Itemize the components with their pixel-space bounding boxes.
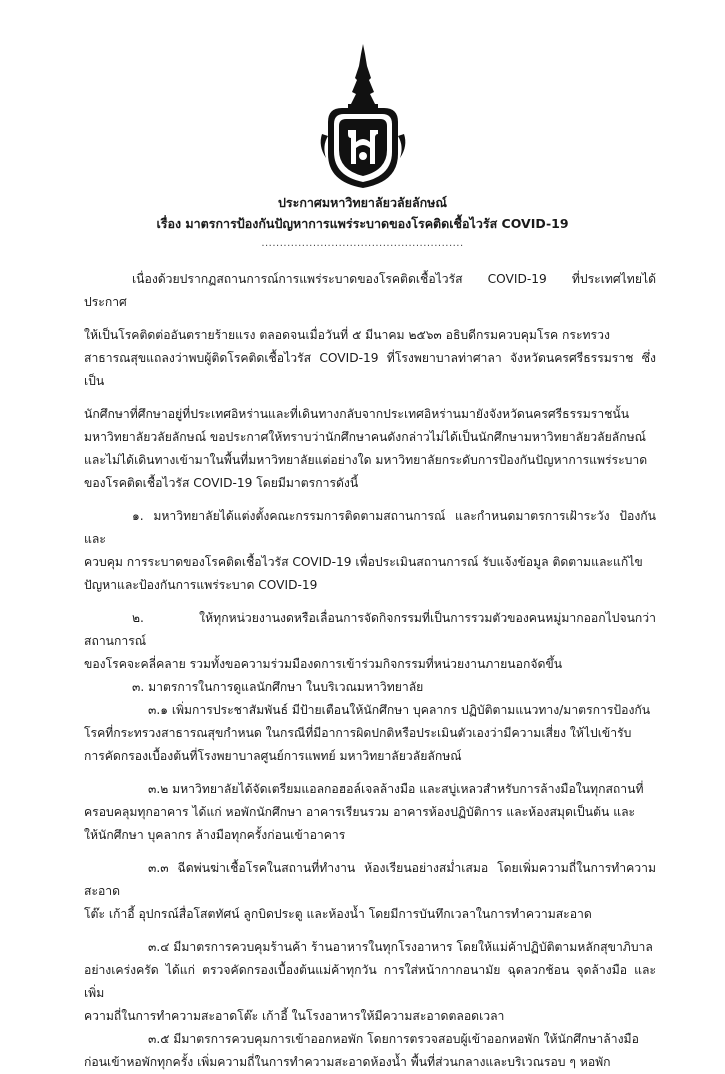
intro-line: ของโรคติดเชื้อไวรัส COVID-19 โดยมีมาตรการดังนี้ <box>84 476 359 490</box>
announcement-title: ประกาศมหาวิทยาลัยวลัยลักษณ์ <box>277 195 448 210</box>
intro-line: ให้เป็นโรคติดต่ออันตรายร้ายแรง ตลอดจนเมื่อวันที่ ๕ มีนาคม ๒๕๖๓ อธิบดีกรมควบคุมโรค กระทรวง <box>84 328 610 342</box>
announcement-body <box>84 268 656 1074</box>
measure-3-2-line: ครอบคลุมทุกอาคาร ได้แก่ หอพักนักศึกษา อาคารเรียนรวม อาคารห้องปฏิบัติการ และห้องสมุดเป็นต้น และ <box>84 805 636 819</box>
measure-2-line: ๒. ให้ทุกหน่วยงานงดหรือเลื่อนการจัดกิจกรรมที่เป็นการรวมตัวของคนหมู่มากออกไปจนกว่าสถานการณ์ <box>84 611 656 648</box>
intro-line: สาธารณสุขแถลงว่าพบผู้ติดโรคติดเชื้อไวรัส COVID-19 ที่โรงพยาบาลท่าศาลา จังหวัดนครศรีธรรมราช ซึ่งเป็น <box>84 351 656 388</box>
measure-1-line: ๑. มหาวิทยาลัยได้แต่งตั้งคณะกรรมการติดตามสถานการณ์ และกำหนดมาตรการเฝ้าระวัง ป้องกัน และ <box>84 509 656 546</box>
measure-3-4-line: ความถี่ในการทำความสะอาดโต๊ะ เก้าอี้ ในโรงอาหารให้มีความสะอาดตลอดเวลา <box>84 1009 505 1023</box>
measure-3-3-line: โต๊ะ เก้าอี้ อุปกรณ์สื่อโสตทัศน์ ลูกบิดประตู และห้องน้ำ โดยมีการบันทึกเวลาในการทำความสะอาด <box>84 907 592 921</box>
measure-3-1-line: การคัดกรองเบื้องต้นที่โรงพยาบาลศูนย์การแพทย์ มหาวิทยาลัยวลัยลักษณ์ <box>84 749 462 763</box>
measure-3-1-line: โรคที่กระทรวงสาธารณสุขกำหนด ในกรณีที่มีอาการผิดปกติหรือประเมินตัวเองว่ามีความเสี่ยง ให้ไปเข้ารับ <box>84 726 632 740</box>
measure-3-heading: ๓. มาตรการในการดูแลนักศึกษา ในบริเวณมหาวิทยาลัย <box>132 680 424 694</box>
measure-1-line: ควบคุม การระบาดของโรคติดเชื้อไวรัส COVID-19 เพื่อประเมินสถานการณ์ รับแจ้งข้อมูล ติดตามและแก้ไข <box>84 555 643 569</box>
measure-3-4-line: อย่างเคร่งครัด ได้แก่ ตรวจคัดกรองเบื้องต้นแม่ค้าทุกวัน การใส่หน้ากากอนามัย ฉุดลวกช้อน จุดล้างมือ และเพิ่ม <box>84 963 656 1000</box>
university-seal-icon <box>318 42 408 190</box>
intro-line: มหาวิทยาลัยวลัยลักษณ์ ขอประกาศให้ทราบว่านักศึกษาคนดังกล่าวไม่ได้เป็นนักศึกษามหาวิทยาลัยวลัยลักษณ์ <box>84 430 646 444</box>
measure-3-5-line: ก่อนเข้าหอพักทุกครั้ง เพิ่มความถี่ในการทำความสะอาดห้องน้ำ พื้นที่ส่วนกลางและบริเวณรอบ ๆ หอพัก <box>84 1055 611 1069</box>
measure-3-1-line: ๓.๑ เพิ่มการประชาสัมพันธ์ มีป้ายเตือนให้นักศึกษา บุคลากร ปฏิบัติตามแนวทาง/มาตรการป้องกัน <box>148 703 651 717</box>
measure-3-2-line: ให้นักศึกษา บุคลากร ล้างมือทุกครั้งก่อนเข้าอาคาร <box>84 828 346 842</box>
measure-3-3-line: ๓.๓ ฉีดพ่นฆ่าเชื้อโรคในสถานที่ทำงาน ห้องเรียนอย่างสม่ำเสมอ โดยเพิ่มความถี่ในการทำความสะอาด <box>84 861 656 898</box>
measure-2-line: ของโรคจะคลี่คลาย รวมทั้งขอความร่วมมืองดการเข้าร่วมกิจกรรมที่หน่วยงานภายนอกจัดขึ้น <box>84 657 563 671</box>
intro-line: เนื่องด้วยปรากฏสถานการณ์การแพร่ระบาดของโรคติดเชื้อไวรัส COVID-19 ที่ประเทศไทยได้ประกาศ <box>84 272 656 309</box>
measure-3-4-line: ๓.๔ มีมาตรการควบคุมร้านค้า ร้านอาหารในทุกโรงอาหาร โดยให้แม่ค้าปฏิบัติตามหลักสุขาภิบาล <box>148 940 653 954</box>
title-divider: ....................................................... <box>261 238 464 249</box>
intro-line: และไม่ได้เดินทางเข้ามาในพื้นที่มหาวิทยาลัยแต่อย่างใด มหาวิทยาลัยกระดับการป้องกันปัญหาการแพร่ระบาด <box>84 453 648 467</box>
intro-line: นักศึกษาที่ศึกษาอยู่ที่ประเทศอิหร่านและที่เดินทางกลับจากประเทศอิหร่านมายังจังหวัดนครศรีธรรมราชนั้น <box>84 407 630 421</box>
announcement-subject: เรื่อง มาตรการป้องกันปัญหาการแพร่ระบาดของโรคติดเชื้อไวรัส COVID-19 <box>156 216 569 231</box>
measure-3-5-line: ๓.๕ มีมาตรการควบคุมการเข้าออกหอพัก โดยการตรวจสอบผู้เข้าออกหอพัก ให้นักศึกษาล้างมือ <box>148 1032 639 1046</box>
measure-1-line: ปัญหาและป้องกันการแพร่ระบาด COVID-19 <box>84 578 318 592</box>
measure-3-2-line: ๓.๒ มหาวิทยาลัยได้จัดเตรียมแอลกอฮอล์เจลล้างมือ และสบู่เหลวสำหรับการล้างมือในทุกสถานที่ <box>148 782 644 796</box>
